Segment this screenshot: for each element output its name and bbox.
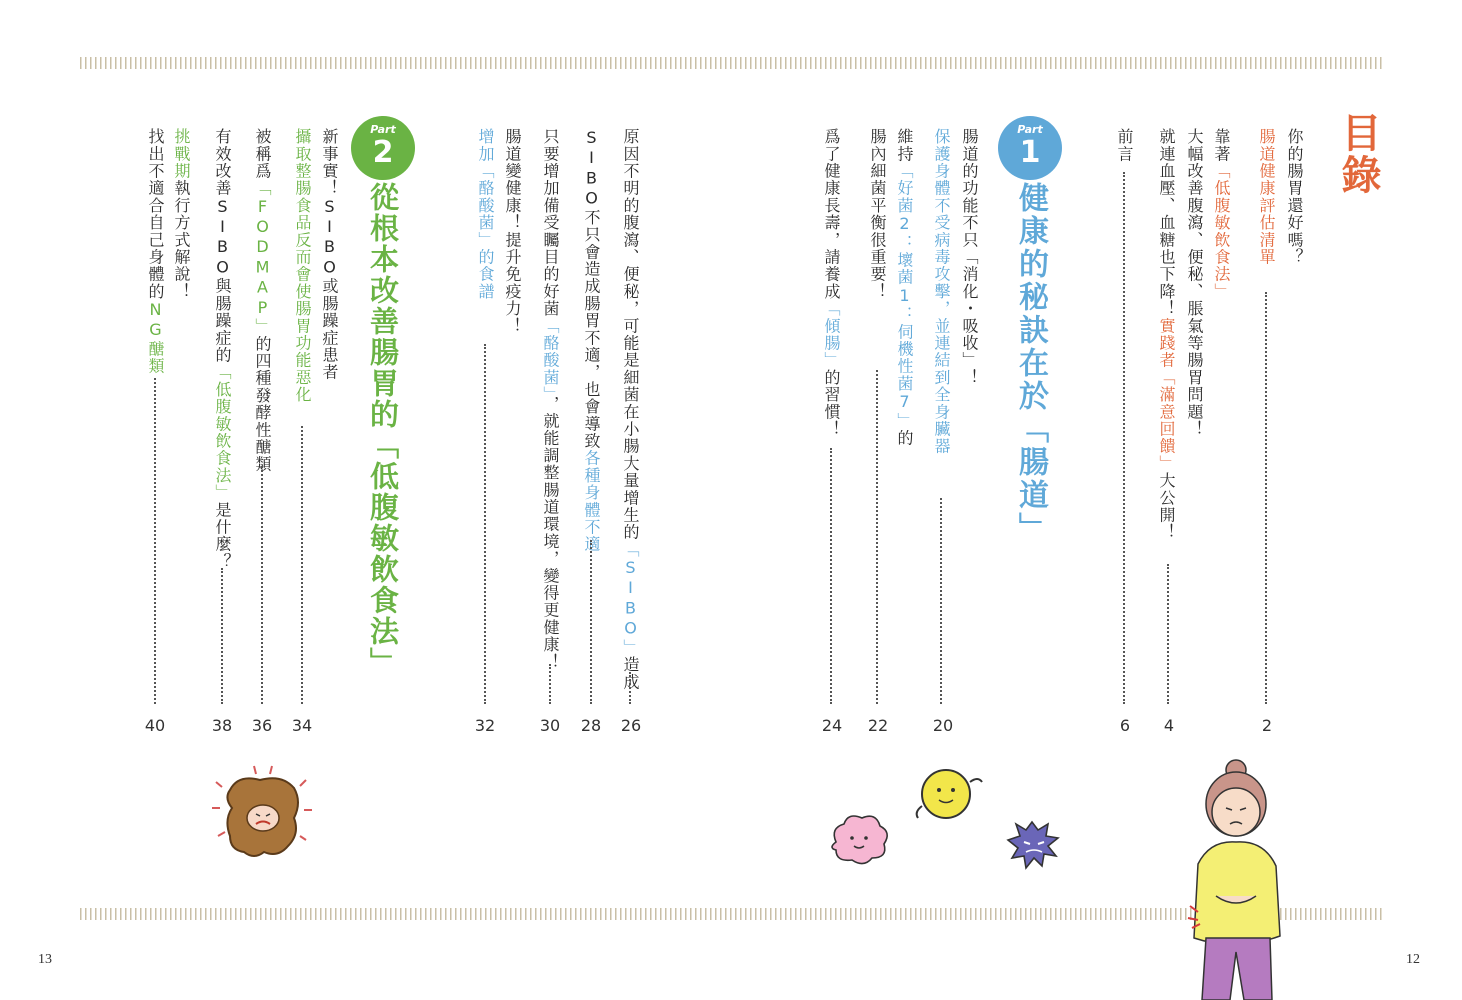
leader-dots: [1265, 292, 1267, 704]
toc-entry-p2-recipe[interactable]: 增加「酪酸菌」的食譜: [476, 128, 495, 301]
part1-title: 健康的秘訣在於「腸道」: [1013, 182, 1048, 545]
leader-dots: [830, 448, 832, 704]
gut-bacteria-illustration: [822, 762, 1072, 874]
toc-entry-p2-g1[interactable]: 新事實！SIBO或腸躁症患者: [320, 128, 339, 381]
page-ref: 24: [821, 716, 843, 735]
toc-entry-p1-3[interactable]: 維持「好菌2：壞菌1：伺機性菌7」的: [895, 128, 914, 447]
page-ref: 20: [932, 716, 954, 735]
page-ref: 40: [144, 716, 166, 735]
upset-intestine-illustration: [208, 762, 318, 866]
toc-entry-p1-5[interactable]: 爲了健康長壽，請養成「傾腸」的習慣！: [822, 128, 841, 438]
page-ref: 2: [1261, 716, 1273, 735]
top-dotted-rule: [80, 57, 1384, 69]
page-ref: 6: [1119, 716, 1131, 735]
toc-entry-p2-g2[interactable]: 攝取整腸食品反而會使腸胃功能惡化: [293, 128, 312, 404]
leader-dots: [221, 568, 223, 704]
toc-entry-p2-sibo2[interactable]: SIBO不只會造成腸胃不適，也會導致各種身體不適: [582, 128, 601, 553]
toc-entry-p2-g6[interactable]: 找出不適合自己身體的NG醣類: [146, 128, 165, 375]
page-ref: 36: [251, 716, 273, 735]
page-ref: 32: [474, 716, 496, 735]
right-page-number: 12: [1406, 952, 1420, 967]
left-page-number: 13: [38, 952, 52, 967]
leader-dots: [301, 426, 303, 704]
page-ref: 38: [211, 716, 233, 735]
toc-title: 目錄: [1335, 112, 1381, 196]
leader-dots: [876, 370, 878, 704]
page-ref: 4: [1163, 716, 1175, 735]
page-ref: 30: [539, 716, 561, 735]
part1-badge: Part 1: [998, 116, 1062, 180]
leader-dots: [590, 540, 592, 704]
part2-badge: Part 2: [351, 116, 415, 180]
page-ref: 28: [580, 716, 602, 735]
toc-entry-p2-immune[interactable]: 腸道變健康！提升免疫力！: [503, 128, 522, 335]
page-ref: 22: [867, 716, 889, 735]
toc-entry-p2-butyric[interactable]: 只要增加備受矚目的好菌「酪酸菌」，就能調整腸道環境，變得更健康！: [541, 128, 560, 671]
toc-entry-lowfodmap-3[interactable]: 就連血壓、血糖也下降！實踐者「滿意回饋」大公開！: [1157, 128, 1176, 541]
leader-dots: [484, 344, 486, 704]
woman-stomachache-illustration: [1184, 756, 1284, 1000]
leader-dots: [940, 498, 942, 704]
leader-dots: [1123, 172, 1125, 704]
page-ref: 34: [291, 716, 313, 735]
page-ref: 26: [620, 716, 642, 735]
leader-dots: [1167, 564, 1169, 704]
leader-dots: [261, 466, 263, 704]
toc-entry-p2-g5[interactable]: 挑戰期執行方式解說！: [172, 128, 191, 301]
part2-title: 從根本改善腸胃的「低腹敏飲食法」: [366, 182, 400, 678]
toc-entry-intro-1[interactable]: 你的腸胃還好嗎？: [1285, 128, 1304, 266]
toc-entry-preface[interactable]: 前言: [1115, 128, 1134, 163]
toc-entry-p1-2[interactable]: 保護身體不受病毒攻擊，並連結到全身臟器: [932, 128, 951, 455]
toc-entry-checklist[interactable]: 腸道健康評估清單: [1257, 128, 1276, 266]
leader-dots: [549, 664, 551, 704]
leader-dots: [154, 378, 156, 704]
toc-entry-p2-g3[interactable]: 被稱爲「FODMAP」的四種發酵性醣類: [253, 128, 272, 473]
toc-entry-p1-1[interactable]: 腸道的功能不只「消化・吸收」！: [960, 128, 979, 386]
leader-dots: [629, 672, 631, 704]
toc-entry-p2-g4[interactable]: 有效改善SIBO與腸躁症的「低腹敏飲食法」是什麼？: [213, 128, 232, 571]
toc-entry-p2-sibo[interactable]: 原因不明的腹瀉、便秘，可能是細菌在小腸大量增生的「SIBO」造成: [621, 128, 640, 691]
toc-entry-lowfodmap-2[interactable]: 大幅改善腹瀉、便秘、脹氣等腸胃問題！: [1185, 128, 1204, 438]
toc-entry-lowfodmap-1[interactable]: 靠著「低腹敏飲食法」: [1212, 128, 1231, 301]
toc-entry-p1-4[interactable]: 腸內細菌平衡很重要！: [868, 128, 887, 300]
